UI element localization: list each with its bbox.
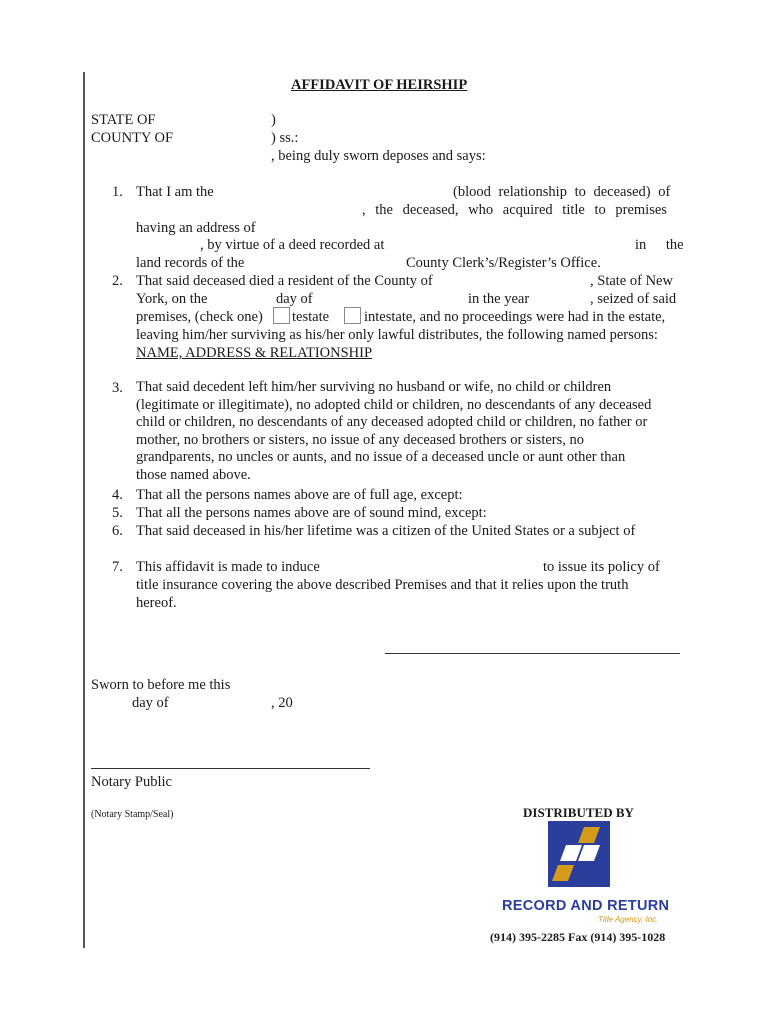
brand-name: RECORD AND RETURN: [502, 898, 670, 914]
left-margin-rule: [83, 72, 85, 948]
item-1-line-f: in the: [635, 237, 684, 253]
testate-label: testate: [292, 309, 330, 325]
testate-checkbox[interactable]: [273, 307, 290, 324]
item-3-line: That said decedent left him/her surviving no husband or wife, no child or children: [136, 379, 612, 395]
brand-subtitle: Title Agency, Inc.: [598, 915, 659, 924]
item-6-number: 6.: [112, 523, 123, 539]
item-2-line-d: day of: [276, 291, 313, 307]
item-3-line: mother, no brothers or sisters, no issue of any deceased brothers or sisters, no: [136, 431, 585, 448]
item-7-number: 7.: [112, 559, 123, 575]
item-3-line: those named above.: [136, 466, 251, 483]
sworn-statement: , being duly sworn deposes and says:: [271, 148, 486, 164]
item-7-line-c: title insurance covering the above described Premises and that it relies upon the truth: [136, 577, 629, 593]
item-2-line-c: York, on the: [136, 291, 208, 307]
venue-paren: ): [271, 112, 276, 128]
item-1-number: 1.: [112, 184, 123, 200]
distributed-by-heading: DISTRIBUTED BY: [523, 805, 634, 820]
affiant-signature-line[interactable]: [385, 653, 680, 654]
item-5-number: 5.: [112, 505, 123, 521]
item-2-line-e: in the year: [468, 291, 530, 307]
item-1-line-a: That I am the: [136, 184, 214, 200]
item-1-line-h: County Clerk’s/Register’s Office.: [406, 255, 601, 271]
item-2-line-a: That said deceased died a resident of the County of: [136, 273, 433, 289]
jurat-day-of: day of: [132, 695, 169, 711]
item-3-line: (legitimate or illegitimate), no adopted child or children, no descendants of any deceased: [136, 396, 652, 413]
county-of-label: COUNTY OF: [91, 130, 174, 146]
notary-public-label: Notary Public: [91, 774, 172, 790]
logo-mark-icon: [548, 821, 610, 887]
intestate-checkbox[interactable]: [344, 307, 361, 324]
item-2-number: 2.: [112, 273, 123, 289]
record-and-return-logo: [548, 821, 610, 887]
jurat-year: , 20: [271, 695, 293, 711]
item-1-line-c: , the deceased, who acquired title to premises: [362, 202, 667, 218]
item-2-line-i: intestate, and no proceedings were had in the estate,: [364, 309, 666, 325]
item-1-line-b: [453, 183, 679, 201]
state-of-label: STATE OF: [91, 112, 156, 128]
item-4-number: 4.: [112, 487, 123, 503]
item-1-line-d: having an address of: [136, 220, 256, 236]
item-2-line-j: leaving him/her surviving as his/her only lawful distributes, the following named persons:: [136, 327, 658, 343]
item-1-relationship-text: (blood relationship to deceased) of: [453, 184, 671, 200]
item-6-text: That said deceased in his/her lifetime was a citizen of the United States or a subject of: [136, 523, 636, 539]
item-7-line-d: hereof.: [136, 595, 177, 611]
item-7-line-a: This affidavit is made to induce: [136, 559, 320, 575]
item-1-line-e: , by virtue of a deed recorded at: [200, 237, 385, 253]
item-3-line: child or children, no descendants of any deceased adopted child or children, no father or: [136, 414, 648, 431]
item-2-line-g: premises, (check one): [136, 309, 263, 325]
notary-stamp-label: (Notary Stamp/Seal): [91, 809, 174, 820]
item-3-line: grandparents, no uncles or aunts, and no issue of a deceased uncle or aunt other than: [136, 449, 626, 466]
item-3-paragraph: [136, 379, 651, 485]
item-4-text: That all the persons names above are of full age, except:: [136, 487, 463, 503]
item-2-line-b: , State of New: [590, 273, 673, 289]
jurat-sworn: Sworn to before me this: [91, 677, 231, 693]
item-3-number: 3.: [112, 380, 123, 396]
item-2-line-f: , seized of said: [590, 291, 677, 307]
item-1-line-g: land records of the: [136, 255, 245, 271]
distributor-contact: (914) 395-2285 Fax (914) 395-1028: [490, 930, 666, 944]
document-title: AFFIDAVIT OF HEIRSHIP: [291, 77, 468, 93]
heirs-heading: NAME, ADDRESS & RELATIONSHIP: [136, 345, 373, 361]
notary-signature-line[interactable]: [91, 768, 370, 769]
item-7-line-b: to issue its policy of: [543, 559, 660, 575]
item-5-text: That all the persons names above are of sound mind, except:: [136, 505, 487, 521]
ss-label: ) ss.:: [271, 130, 299, 146]
